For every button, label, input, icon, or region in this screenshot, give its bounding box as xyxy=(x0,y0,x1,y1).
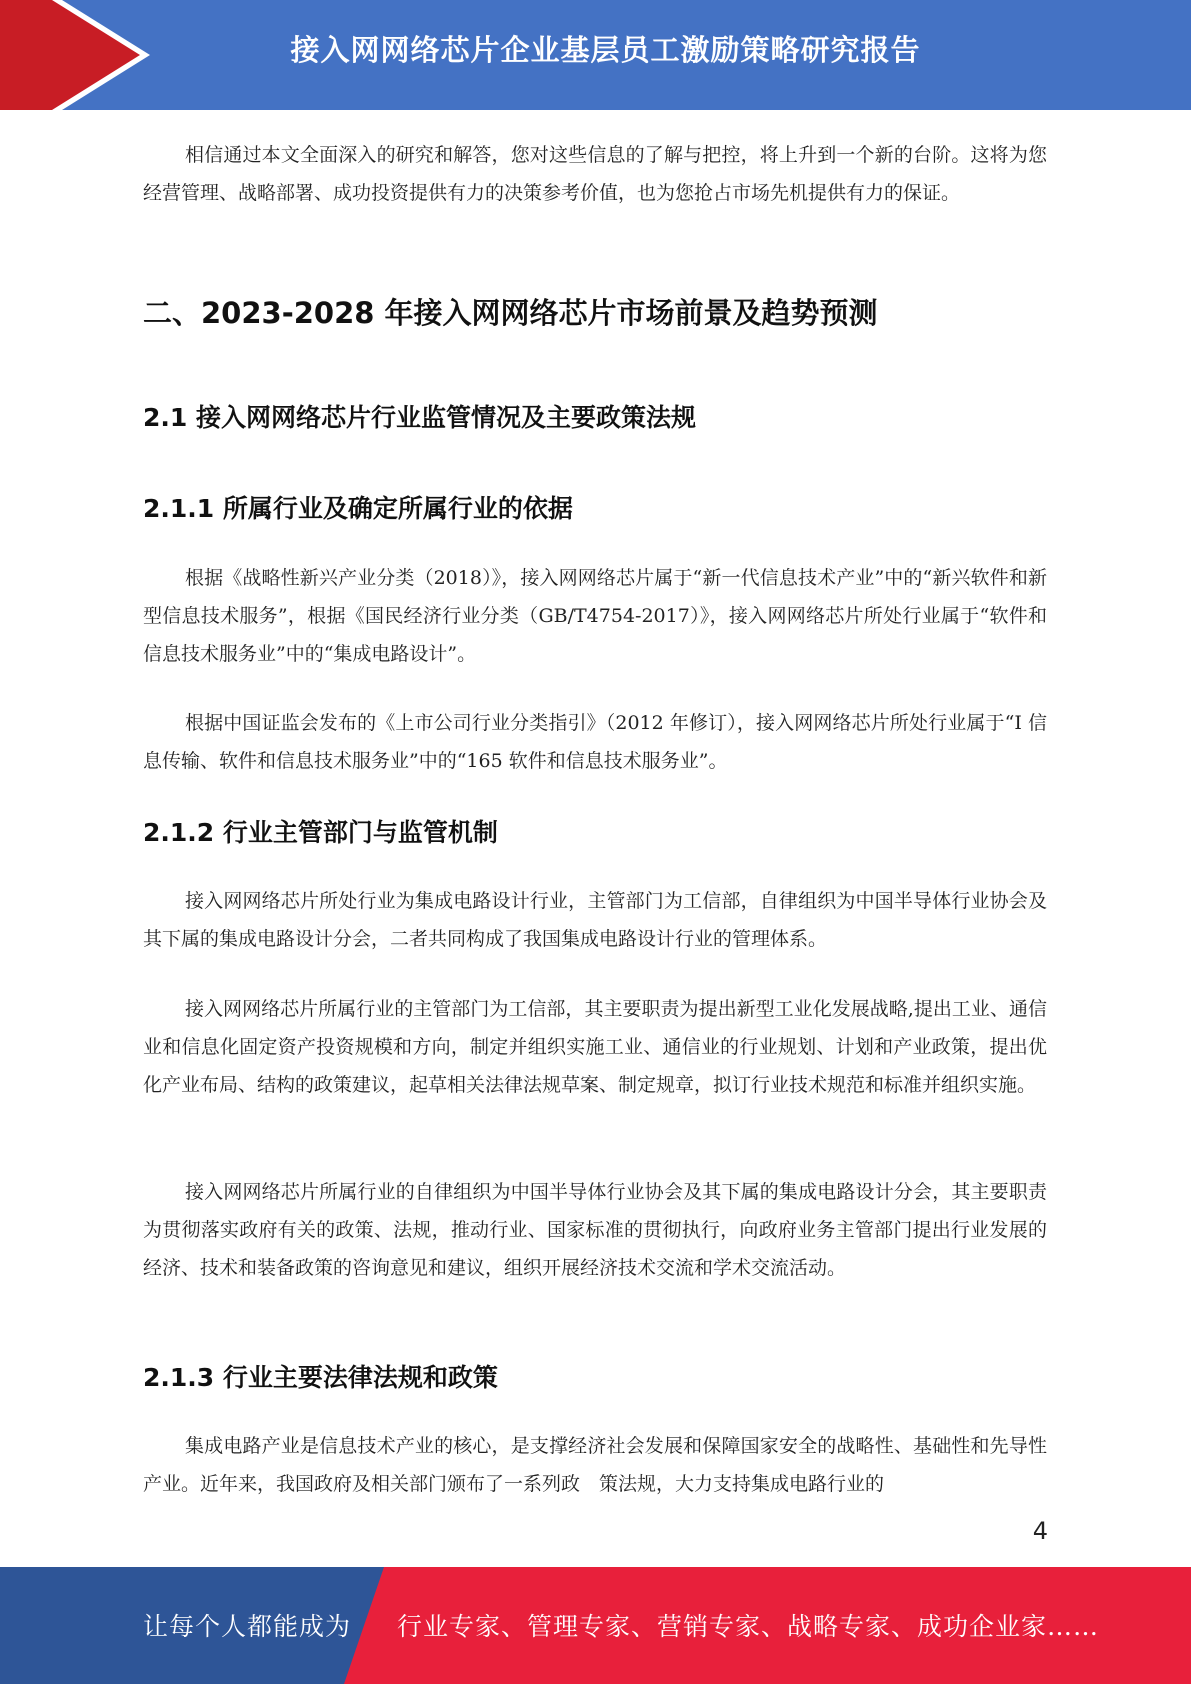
subsection-heading: 2.1 接入网网络芯片行业监管情况及主要政策法规 xyxy=(143,403,696,432)
paragraph: 集成电路产业是信息技术产业的核心，是支撑经济社会发展和保障国家安全的战略性、基础性和先导性产业。近年来，我国政府及相关部门颁布了一系列政 策法规，大力支持集成电路行业的 xyxy=(143,1435,1047,1495)
section-heading: 二、2023-2028 年接入网网络芯片市场前景及趋势预测 xyxy=(143,296,878,330)
footer-slogan-right: 行业专家、管理专家、营销专家、战略专家、成功企业家…… xyxy=(397,1612,1100,1641)
paragraph: 根据《战略性新兴产业分类（2018）》，接入网网络芯片属于“新一代信息技术产业”中的“新兴软件和新型信息技术服务”，根据《国民经济行业分类（GB/T4754-2017）》，接入网网络芯片所处行业属于“软件和信息技术服务业”中的“集成电路设计”。 xyxy=(143,567,1047,665)
header-banner xyxy=(0,0,1191,110)
paragraph: 根据中国证监会发布的《上市公司行业分类指引》（2012 年修订），接入网网络芯片所处行业属于“I 信息传输、软件和信息技术服务业”中的“165 软件和信息技术服务业”。 xyxy=(143,712,1047,772)
footer-slogan-left: 让每个人都能成为 xyxy=(143,1612,352,1641)
footer-banner xyxy=(0,1567,1191,1684)
subsubsection-heading: 2.1.2 行业主管部门与监管机制 xyxy=(143,818,498,847)
paragraph: 接入网网络芯片所处行业为集成电路设计行业，主管部门为工信部，自律组织为中国半导体行业协会及其下属的集成电路设计分会，二者共同构成了我国集成电路设计行业的管理体系。 xyxy=(143,890,1047,950)
report-title: 接入网网络芯片企业基层员工激励策略研究报告 xyxy=(290,33,921,67)
paragraph: 接入网网络芯片所属行业的主管部门为工信部，其主要职责为提出新型工业化发展战略,提出工业、通信业和信息化固定资产投资规模和方向，制定并组织实施工业、通信业的行业规划、计划和产业政策，提出优化产业布局、结构的政策建议，起草相关法律法规草案、制定规章，拟订行业技术规范和标准并组织实施。 xyxy=(143,998,1047,1096)
page-number: 4 xyxy=(1032,1517,1048,1545)
subsubsection-heading: 2.1.3 行业主要法律法规和政策 xyxy=(143,1363,498,1392)
subsubsection-heading: 2.1.1 所属行业及确定所属行业的依据 xyxy=(143,494,573,523)
paragraph: 接入网网络芯片所属行业的自律组织为中国半导体行业协会及其下属的集成电路设计分会，其主要职责为贯彻落实政府有关的政策、法规，推动行业、国家标准的贯彻执行，向政府业务主管部门提出行业发展的经济、技术和装备政策的咨询意见和建议，组织开展经济技术交流和学术交流活动。 xyxy=(143,1181,1047,1279)
intro-paragraph: 相信通过本文全面深入的研究和解答，您对这些信息的了解与把控，将上升到一个新的台阶。这将为您经营管理、战略部署、成功投资提供有力的决策参考价值，也为您抢占市场先机提供有力的保证。 xyxy=(143,144,1047,204)
